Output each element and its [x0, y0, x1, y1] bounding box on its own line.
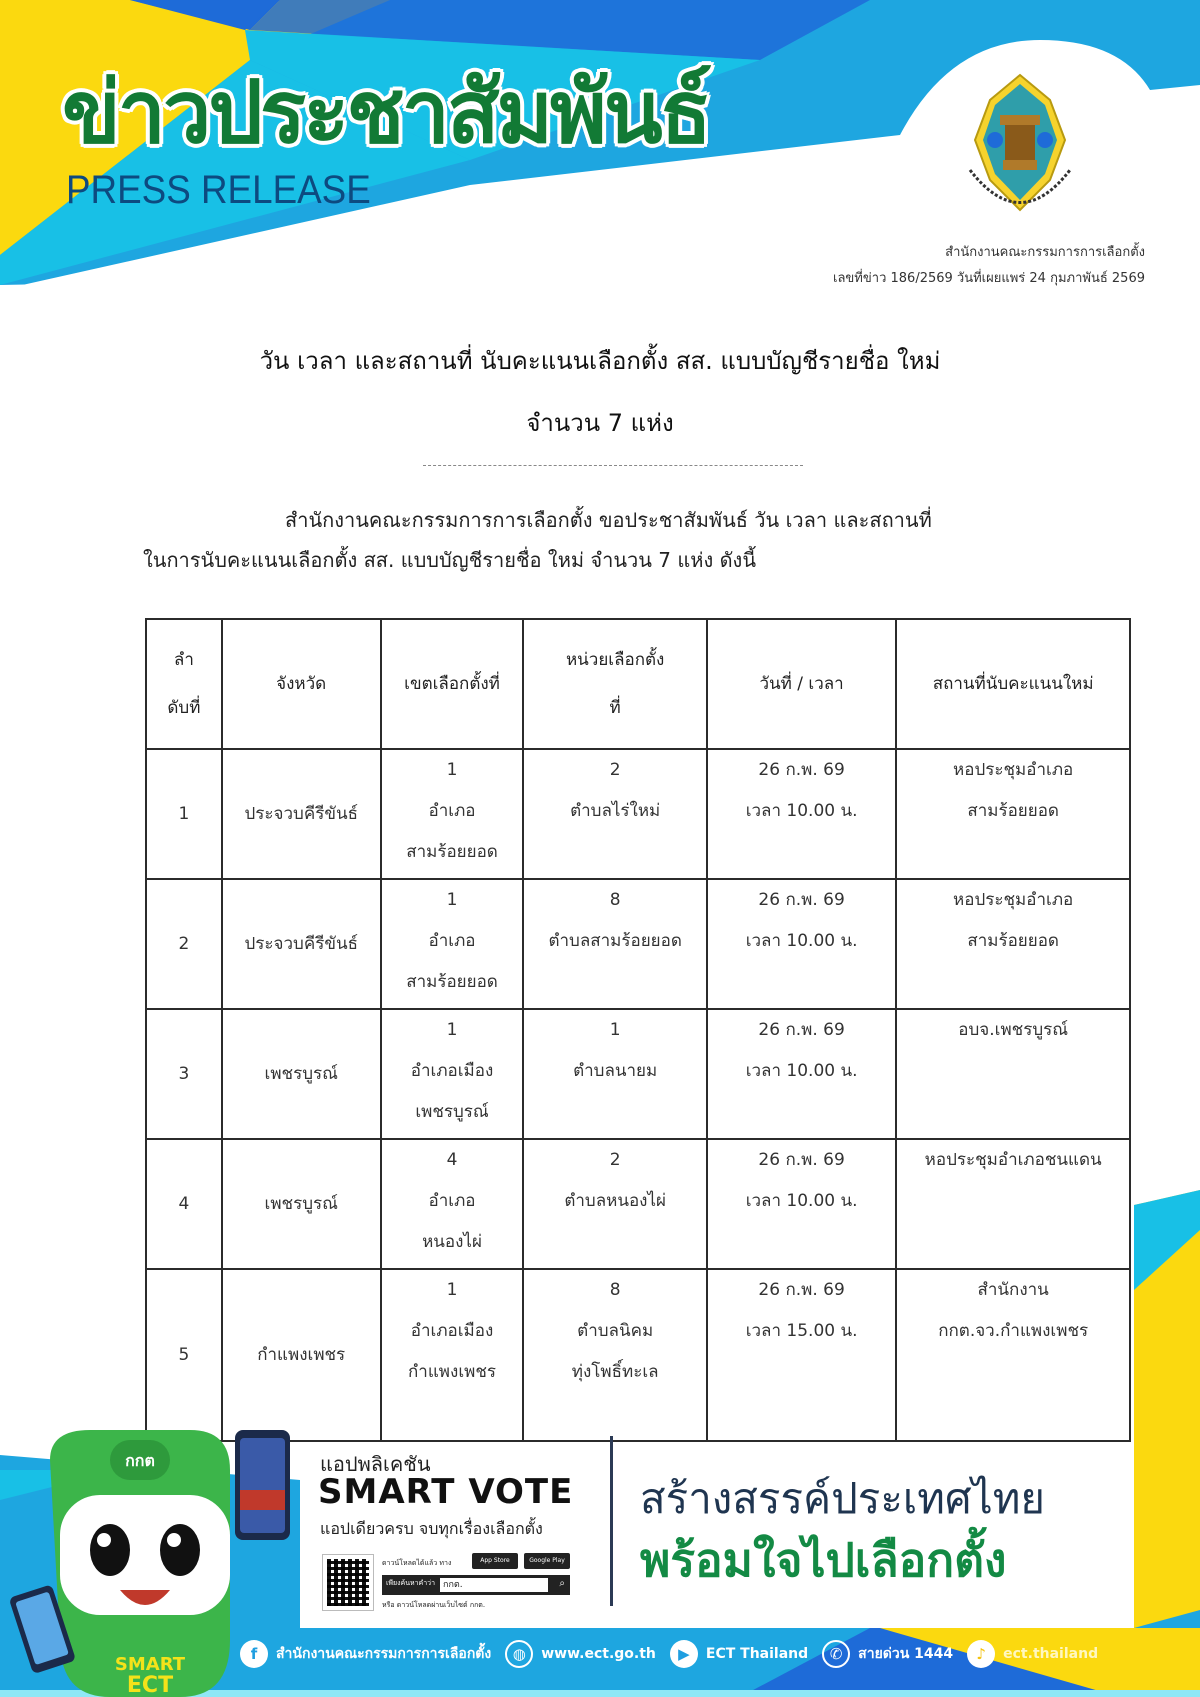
google-play-button[interactable]: Google Play: [524, 1553, 570, 1569]
cell-district: 1 อำเภอเมือง กำแพงเพชร: [381, 1269, 524, 1441]
cell-datetime: 26 ก.พ. 69 เวลา 10.00 น.: [707, 1009, 896, 1139]
cell-district: 1 อำเภอ สามร้อยยอด: [381, 879, 524, 1009]
download-text: ดาวน์โหลดได้แล้ว ทาง: [382, 1559, 452, 1567]
intro-line-2: ในการนับคะแนนเลือกตั้ง สส. แบบบัญชีรายชื่อ ใหม่ จำนวน 7 แห่ง ดังนี้: [143, 548, 756, 572]
intro-line-1: สำนักงานคณะกรรมการการเลือกตั้ง ขอประชาสัมพันธ์ วัน เวลา และสถานที่: [285, 508, 932, 532]
qr-code-icon[interactable]: [322, 1554, 374, 1611]
cell-province: ประจวบคีรีขันธ์: [222, 749, 381, 879]
cell-province: กำแพงเพชร: [222, 1269, 381, 1441]
svg-text:ECT: ECT: [126, 1673, 174, 1697]
table-row: [146, 879, 1130, 1009]
cell-no: 4: [146, 1139, 222, 1269]
press-release-title-thai: ข่าวประชาสัมพันธ์: [62, 63, 710, 163]
cell-no: 1: [146, 749, 222, 879]
headline-line-2: จำนวน 7 แห่ง: [526, 409, 674, 437]
app-name: SMART VOTE: [318, 1472, 574, 1512]
contact-hotline[interactable]: ✆ สายด่วน 1444: [822, 1640, 953, 1668]
app-search-bar: [382, 1575, 570, 1595]
cell-district: 4 อำเภอ หนองไผ่: [381, 1139, 524, 1269]
col-header-district: เขตเลือกตั้งที่: [381, 619, 524, 749]
cell-district: 1 อำเภอ สามร้อยยอด: [381, 749, 524, 879]
contact-bar: [240, 1640, 1104, 1668]
organization-name: สำนักงานคณะกรรมการการเลือกตั้ง: [945, 245, 1145, 260]
dashed-divider: [423, 465, 803, 466]
table-row: [146, 749, 1130, 879]
col-header-province: จังหวัด: [222, 619, 381, 749]
cell-district: 1 อำเภอเมือง เพชรบูรณ์: [381, 1009, 524, 1139]
facebook-icon: f: [240, 1640, 268, 1668]
table-row: [146, 1139, 1130, 1269]
mascot-badge: กกต: [125, 1451, 155, 1470]
col-header-no: ลำ ดับที่: [146, 619, 222, 749]
vertical-separator: [610, 1436, 613, 1606]
cell-datetime: 26 ก.พ. 69 เวลา 10.00 น.: [707, 879, 896, 1009]
search-label: เพียงค้นหาคำว่า: [386, 1579, 436, 1587]
phone-icon: ✆: [822, 1640, 850, 1668]
cell-province: เพชรบูรณ์: [222, 1009, 381, 1139]
slogan-line-2: พร้อมใจไปเลือกตั้ง: [640, 1533, 1007, 1587]
table-row: [146, 1009, 1130, 1139]
or-download-website-text: หรือ ดาวน์โหลดผ่านเว็บไซต์ กกต.: [382, 1601, 486, 1609]
cell-datetime: 26 ก.พ. 69 เวลา 10.00 น.: [707, 1139, 896, 1269]
cell-unit: 8 ตำบลนิคม ทุ่งโพธิ์ทะเล: [523, 1269, 706, 1441]
headline: [0, 330, 1200, 454]
table-row: [146, 1269, 1130, 1441]
contact-facebook[interactable]: f สำนักงานคณะกรรมการการเลือกตั้ง: [240, 1640, 491, 1668]
cell-venue: อบจ.เพชรบูรณ์: [896, 1009, 1130, 1139]
app-store-button[interactable]: App Store: [472, 1553, 518, 1569]
cell-no: 2: [146, 879, 222, 1009]
cell-unit: 1 ตำบลนายม: [523, 1009, 706, 1139]
search-value: กกต.: [440, 1578, 548, 1592]
cell-datetime: 26 ก.พ. 69 เวลา 15.00 น.: [707, 1269, 896, 1441]
cell-unit: 2 ตำบลไร่ใหม่: [523, 749, 706, 879]
table-header-row: [146, 619, 1130, 749]
cell-venue: หอประชุมอำเภอ สามร้อยยอด: [896, 879, 1130, 1009]
cell-unit: 2 ตำบลหนองไผ่: [523, 1139, 706, 1269]
app-tagline: แอปเดียวครบ จบทุกเรื่องเลือกตั้ง: [320, 1519, 543, 1538]
recount-schedule-table: [145, 618, 1131, 1442]
cell-no: 3: [146, 1009, 222, 1139]
globe-icon: ◍: [505, 1640, 533, 1668]
intro-paragraph: [143, 500, 1093, 580]
col-header-unit: หน่วยเลือกตั้ง ที่: [523, 619, 706, 749]
cell-no: 5: [146, 1269, 222, 1441]
release-number-date: เลขที่ข่าว 186/2569 วันที่เผยแพร่ 24 กุมภาพันธ์ 2569: [833, 271, 1145, 286]
cell-unit: 8 ตำบลสามร้อยยอด: [523, 879, 706, 1009]
youtube-icon: ▶: [670, 1640, 698, 1668]
contact-tiktok[interactable]: ♪ ect.thailand: [967, 1640, 1098, 1668]
search-icon: ⌕: [559, 1578, 565, 1589]
cell-datetime: 26 ก.พ. 69 เวลา 10.00 น.: [707, 749, 896, 879]
svg-text:SMART: SMART: [114, 1654, 186, 1675]
contact-website[interactable]: ◍ www.ect.go.th: [505, 1640, 656, 1668]
ect-emblem-icon: [955, 70, 1085, 220]
tiktok-icon: ♪: [967, 1640, 995, 1668]
slogan-line-1: สร้างสรรค์ประเทศไทย: [640, 1474, 1046, 1523]
contact-youtube[interactable]: ▶ ECT Thailand: [670, 1640, 808, 1668]
col-header-datetime: วันที่ / เวลา: [707, 619, 896, 749]
cell-venue: หอประชุมอำเภอชนแดน: [896, 1139, 1130, 1269]
col-header-venue: สถานที่นับคะแนนใหม่: [896, 619, 1130, 749]
cell-venue: สำนักงาน กกต.จว.กำแพงเพชร: [896, 1269, 1130, 1441]
cell-venue: หอประชุมอำเภอ สามร้อยยอด: [896, 749, 1130, 879]
app-label: แอปพลิเคชัน: [320, 1452, 431, 1476]
headline-line-1: วัน เวลา และสถานที่ นับคะแนนเลือกตั้ง สส. แบบบัญชีรายชื่อ ใหม่: [259, 347, 941, 375]
cell-province: เพชรบูรณ์: [222, 1139, 381, 1269]
cell-province: ประจวบคีรีขันธ์: [222, 879, 381, 1009]
press-release-title-en: PRESS RELEASE: [66, 168, 371, 212]
release-meta: [833, 240, 1145, 292]
